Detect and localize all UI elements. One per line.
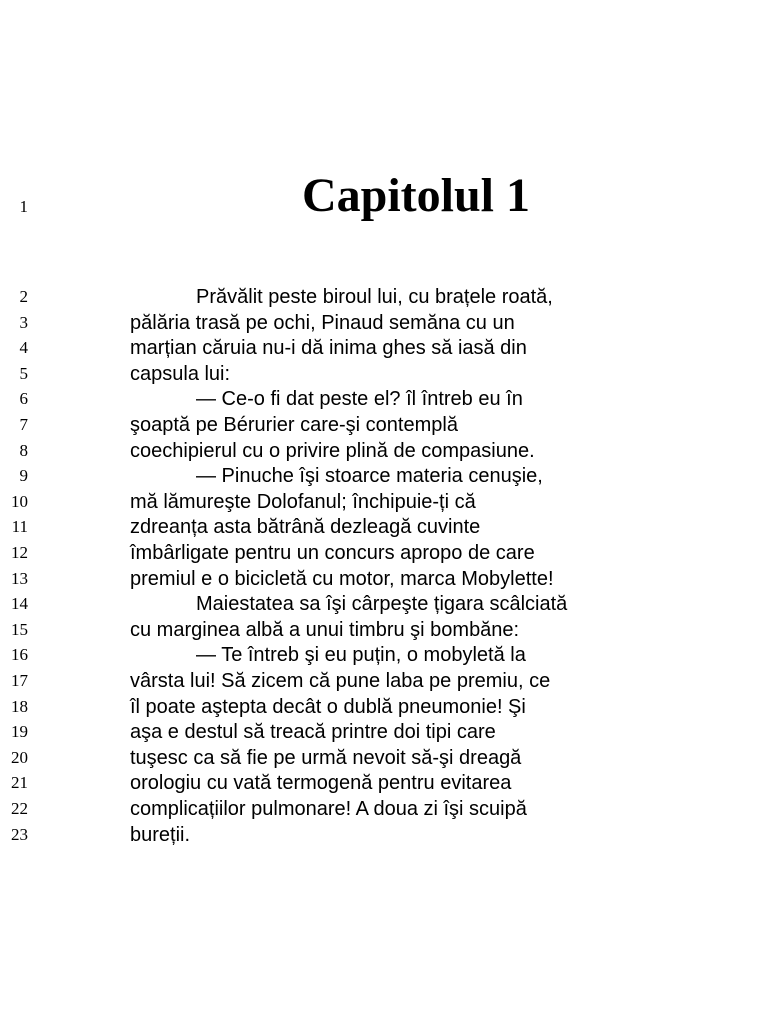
line-number: 20 — [11, 748, 28, 767]
line-number: 11 — [11, 517, 28, 536]
text-line: complicațiilor pulmonare! A doua zi îşi scuipă — [130, 798, 527, 820]
line-number: 23 — [11, 825, 28, 844]
line-number: 3 — [19, 313, 28, 332]
line-number: 13 — [11, 569, 28, 588]
line-number: 16 — [11, 645, 28, 664]
line-number: 10 — [11, 492, 28, 511]
text-line: tuşesc ca să fie pe urmă nevoit să-şi dreagă — [130, 747, 522, 769]
line-number: 7 — [19, 415, 28, 434]
line-number: 4 — [19, 338, 28, 357]
text-line: orologiu cu vată termogenă pentru evitarea — [130, 772, 512, 794]
line-number: 12 — [11, 543, 28, 562]
line-number: 22 — [11, 799, 28, 818]
line-number: 15 — [11, 620, 28, 639]
text-line: premiul e o bicicletă cu motor, marca Mobylette! — [130, 568, 554, 590]
text-line: şoaptă pe Bérurier care-şi contemplă — [130, 414, 458, 436]
text-line: — Ce-o fi dat peste el? îl întreb eu în — [196, 388, 523, 410]
text-line: aşa e destul să treacă printre doi tipi care — [130, 721, 496, 743]
text-line: îmbârligate pentru un concurs apropo de care — [130, 542, 535, 564]
line-number: 19 — [11, 722, 28, 741]
text-line: îl poate aştepta decât o dublă pneumonie! Şi — [130, 696, 526, 718]
line-number: 6 — [19, 389, 28, 408]
line-number: 14 — [11, 594, 28, 613]
text-line: zdreanța asta bătrână dezleagă cuvinte — [130, 516, 481, 538]
text-line: marțian căruia nu-i dă inima ghes să iasă din — [130, 337, 527, 359]
line-number: 21 — [11, 773, 28, 792]
line-number: 9 — [19, 466, 28, 485]
line-number: 17 — [11, 671, 28, 690]
line-number: 5 — [19, 364, 28, 383]
text-line: vârsta lui! Să zicem că pune laba pe premiu, ce — [130, 670, 551, 692]
line-number: 18 — [11, 697, 28, 716]
text-line: capsula lui: — [130, 363, 231, 385]
line-number: 2 — [19, 287, 28, 306]
text-line: bureții. — [130, 824, 191, 846]
line-number: 8 — [19, 441, 28, 460]
chapter-title: Capitolul 1 — [301, 169, 531, 222]
text-line: — Pinuche îşi stoarce materia cenuşie, — [196, 465, 543, 487]
text-line: cu marginea albă a unui timbru şi bombăne: — [130, 619, 520, 641]
line-number: 1 — [19, 197, 28, 216]
text-line: Prăvălit peste biroul lui, cu brațele roată, — [196, 286, 553, 308]
text-line: coechipierul cu o privire plină de compasiune. — [130, 440, 535, 462]
text-line: — Te întreb şi eu puțin, o mobyletă la — [196, 644, 526, 666]
text-line: pălăria trasă pe ochi, Pinaud semăna cu un — [130, 312, 515, 334]
text-line: mă lămureşte Dolofanul; închipuie-ți că — [130, 491, 476, 513]
text-line: Maiestatea sa îşi cârpeşte țigara scâlciată — [196, 593, 568, 615]
